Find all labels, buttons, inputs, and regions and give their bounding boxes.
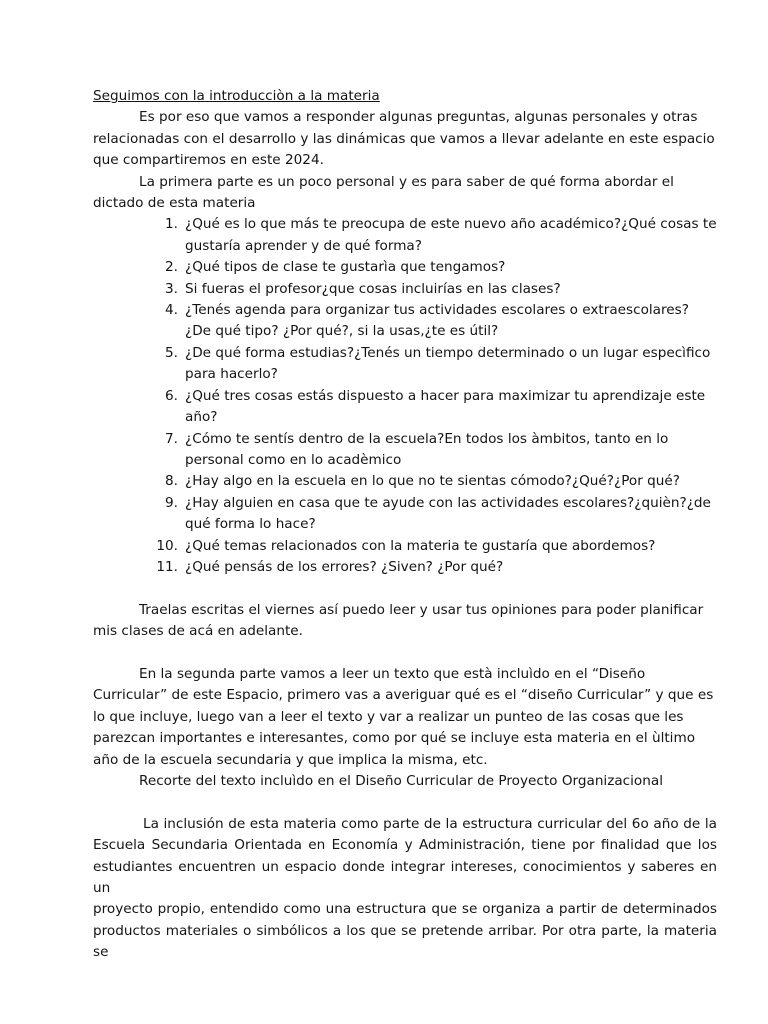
list-item: 8. ¿Hay algo en la escuela en lo que no te sientas cómodo?¿Qué?¿Por qué? — [165, 473, 680, 490]
list-item: 9. ¿Hay alguien en casa que te ayude con las actividades escolares?¿quièn?¿de qué forma lo hace? — [165, 494, 711, 533]
list-item: 10. ¿Qué temas relacionados con la materia te gustaría que abordemos? — [156, 537, 656, 554]
list-item: 7. ¿Cómo te sentís dentro de la escuela?En todos los àmbitos, tanto en lo personal como en lo acadèmico — [165, 430, 669, 468]
section-title: Seguimos con la introducciòn a la materia — [93, 88, 380, 104]
excerpt-line: La inclusión de esta materia como parte de la estructura curricular del 6o año de la — [143, 815, 717, 832]
spacer — [93, 578, 717, 599]
questions-list — [93, 214, 717, 578]
spacer — [93, 792, 717, 813]
intro-paragraph: Es por eso que vamos a responder algunas preguntas, algunas personales y otras relacionadas con el desarrollo y las dinámicas que vamos a llevar adelante en este espacio que compartiremos en este 2024. — [93, 109, 715, 169]
excerpt-line: productos materiales o simbólicos a los que se pretende arribar. Por otra parte, la materia se — [93, 922, 717, 961]
excerpt-text — [93, 814, 717, 964]
list-item: 6. ¿Qué tres cosas estás dispuesto a hacer para maximizar tu aprendizaje este año? — [165, 387, 706, 426]
excerpt-line: proyecto propio, entendido como una estructura que se organiza a partir de determinados — [93, 901, 717, 918]
excerpt-heading: Recorte del texto incluìdo en el Diseño Curricular de Proyecto Organizacional — [139, 772, 663, 789]
intro-paragraph-2: La primera parte es un poco personal y es para saber de qué forma abordar el dictado de esta materia — [93, 173, 674, 212]
spacer — [93, 643, 717, 664]
list-item: 11. ¿Qué pensás de los errores? ¿Siven? ¿Por qué? — [156, 558, 504, 575]
list-item: 5. ¿De qué forma estudias?¿Tenés un tiempo determinado o un lugar especìfico para hacerlo? — [165, 344, 711, 383]
excerpt-line: estudiantes encuentren un espacio donde integrar intereses, conocimientos y saberes en un — [93, 858, 717, 896]
document-page — [93, 86, 717, 964]
list-item: 1. ¿Qué es lo que más te preocupa de este nuevo año académico?¿Qué cosas te gustaría aprender y de qué forma? — [165, 216, 717, 254]
list-item: 3. Si fueras el profesor¿que cosas incluirías en las clases? — [165, 280, 561, 297]
closing-paragraph: Traelas escritas el viernes así puedo leer y usar tus opiniones para poder planificar mis clases de acá en adelante. — [93, 601, 704, 640]
part-two-paragraph: En la segunda parte vamos a leer un texto que està incluìdo en el “Diseño Curricular” de este Espacio, primero vas a averiguar qué es el “diseño Curricular” y que es lo que incluye, luego van a leer el texto y var a realizar un punteo de las cosas que les parezcan importantes e interesantes, como por qué se incluye esta materia en el ùltimo año de la escuela secundaria y que implica la misma, etc. — [93, 665, 714, 768]
list-item: 4. ¿Tenés agenda para organizar tus actividades escolares o extraescolares? ¿De qué tipo? ¿Por qué?, si la usas,¿te es útil? — [165, 302, 689, 340]
list-item: 2. ¿Qué tipos de clase te gustarìa que tengamos? — [165, 259, 506, 276]
excerpt-line: Escuela Secundaria Orientada en Economía y Administración, tiene por finalidad que los — [93, 837, 717, 854]
